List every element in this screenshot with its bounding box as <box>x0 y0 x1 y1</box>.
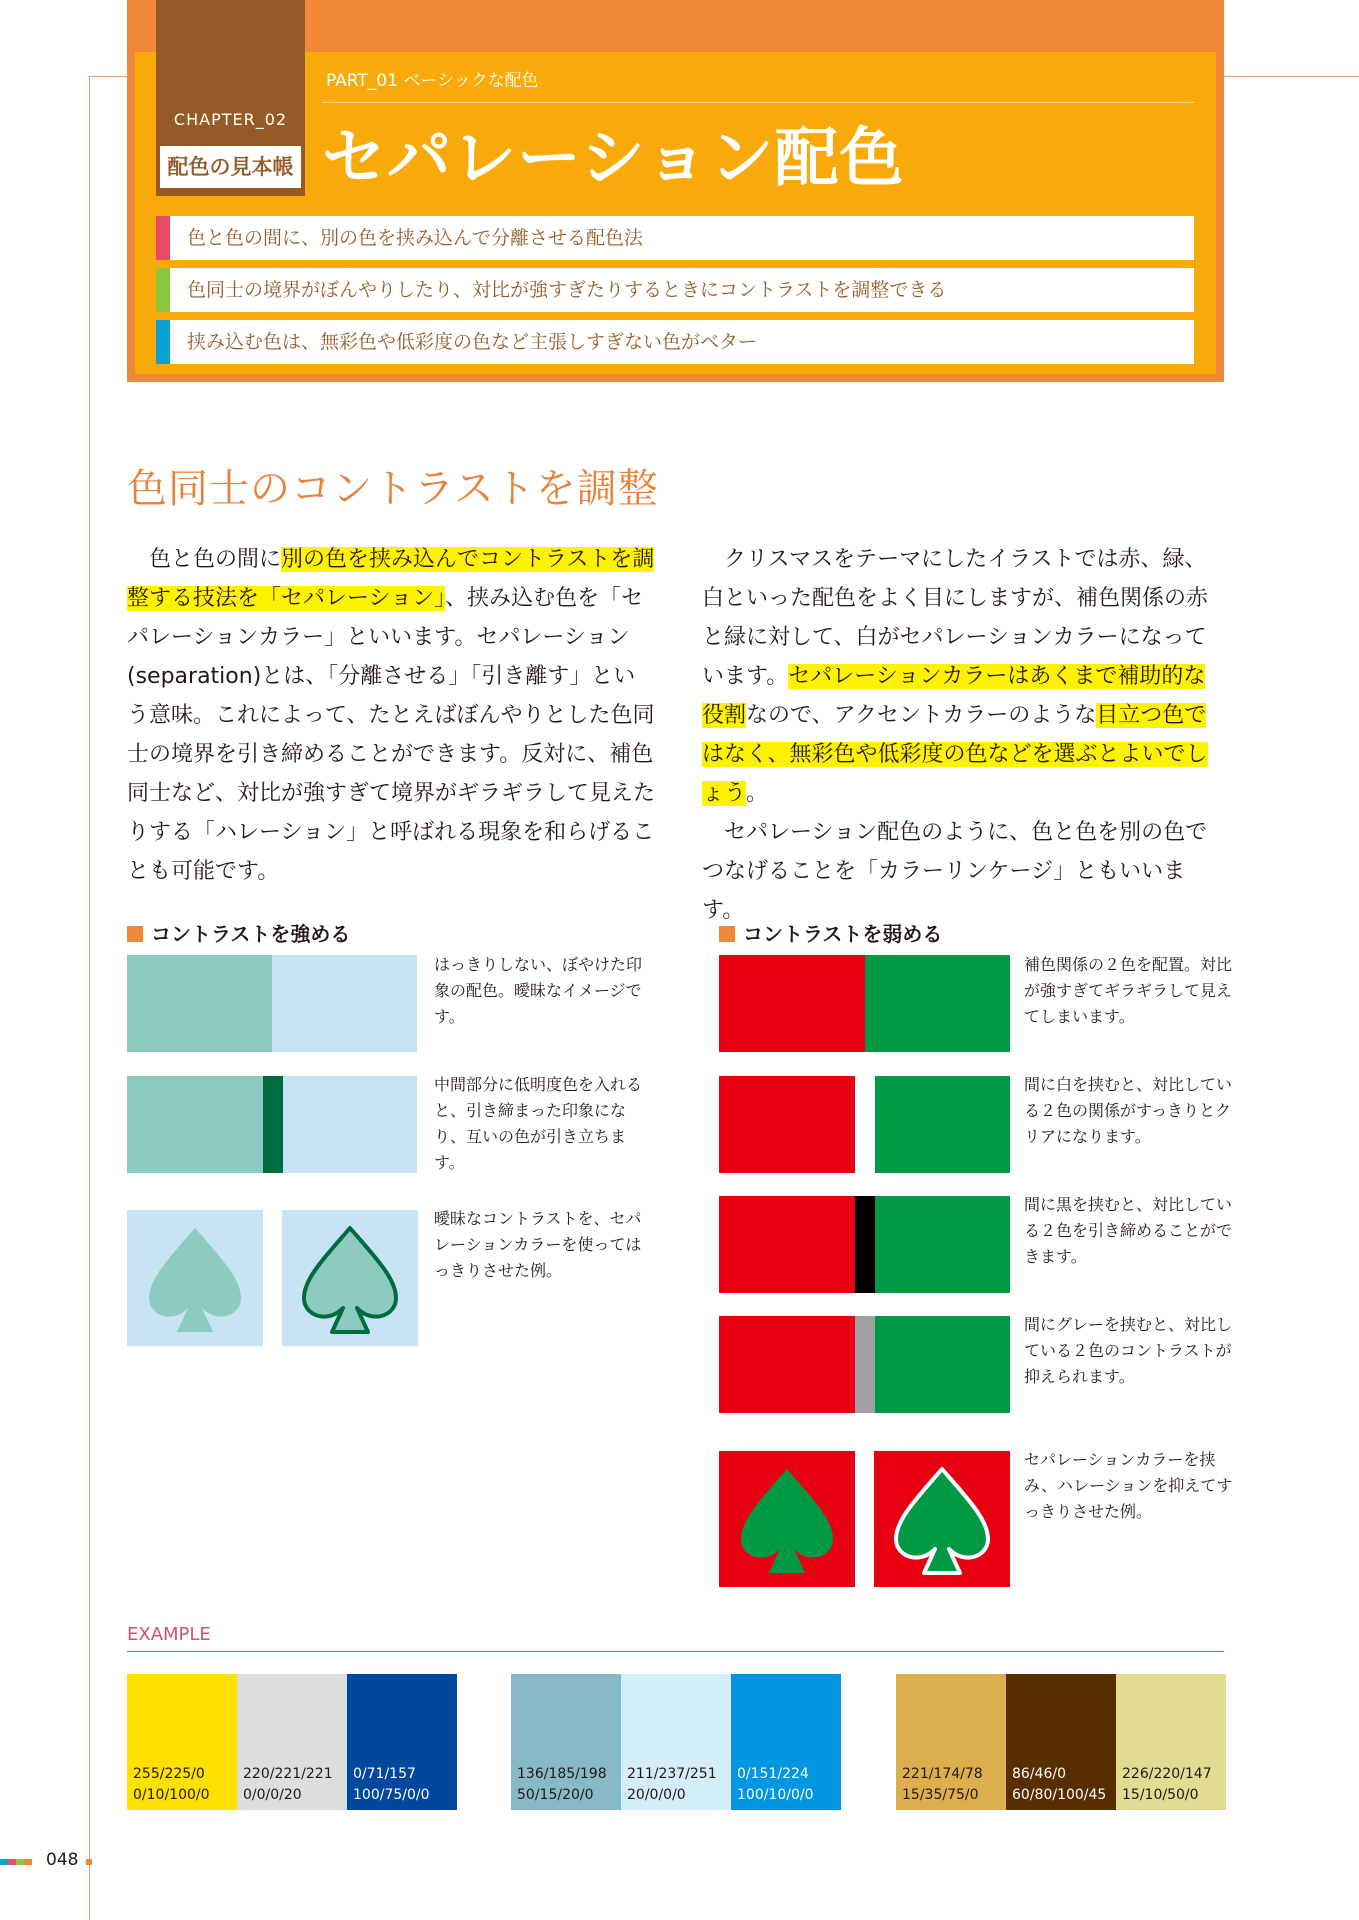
highlight-text: 別の色を挟み込んでコントラストを調整する技法を「セパレーション」 <box>127 547 655 611</box>
body-text-left <box>127 540 657 891</box>
palette-chip <box>347 1674 457 1810</box>
palette-chip <box>511 1674 621 1810</box>
caption: 間に白を挟むと、対比している２色の関係がすっきりとクリアになります。 <box>1024 1075 1233 1146</box>
point-text: 挟み込む色は、無彩色や低彩度の色など主張しすぎない色がベター <box>187 331 758 353</box>
separator-block <box>855 1076 875 1173</box>
caption: 曖昧なコントラストを、セパレーションカラーを使ってはっきりさせた例。 <box>434 1209 642 1280</box>
swatch-weak-4 <box>719 1316 1010 1413</box>
color-block <box>283 1076 417 1173</box>
frame-line-left <box>89 76 127 77</box>
caption: 中間部分に低明度色を入れると、引き締まった印象になり、互いの色が引き立ちます。 <box>434 1075 643 1172</box>
swatch-strong-2 <box>127 1076 417 1173</box>
rgb-value: 221/174/78 <box>902 1766 983 1782</box>
frame-line-vertical <box>89 76 90 1920</box>
color-block <box>127 1076 263 1173</box>
point-marker <box>156 320 170 364</box>
color-block <box>875 1316 1010 1413</box>
palette-2 <box>511 1674 841 1810</box>
palette-3 <box>896 1674 1226 1810</box>
caption: 間に黒を挟むと、対比している２色を引き締めることができます。 <box>1024 1195 1233 1266</box>
color-block <box>719 1316 855 1413</box>
rgb-value: 0/71/157 <box>353 1766 416 1782</box>
rgb-value: 86/46/0 <box>1012 1766 1066 1782</box>
color-block <box>865 955 1010 1052</box>
point-row-1 <box>156 216 1194 260</box>
rgb-value: 226/220/147 <box>1122 1766 1212 1782</box>
palette-chip <box>731 1674 841 1810</box>
cmyk-value: 20/0/0/0 <box>627 1787 686 1803</box>
text: クリスマスをテーマにしたイラストでは赤、緑、白といった配色をよく目にしますが、補色関係の赤と緑に対して、白がセパレーションカラーになっています。 <box>702 547 1209 689</box>
cmyk-value: 15/35/75/0 <box>902 1787 979 1803</box>
spade-outlined-red <box>874 1451 1010 1587</box>
rgb-value: 220/221/221 <box>243 1766 333 1782</box>
part-label: PART_01 ベーシックな配色 <box>326 71 539 91</box>
caption: 補色関係の２色を配置。対比が強すぎてギラギラして見えてしまいます。 <box>1024 955 1233 1026</box>
cmyk-value: 15/10/50/0 <box>1122 1787 1199 1803</box>
page-title: セパレーション配色 <box>322 122 905 196</box>
palette-chip <box>127 1674 237 1810</box>
color-block <box>719 1076 855 1173</box>
strip-block <box>16 1859 24 1865</box>
highlight-text: 目立つ色ではなく、無彩色や低彩度の色などを選ぶとよいでしょう <box>702 703 1208 806</box>
point-text: 色と色の間に、別の色を挟み込んで分離させる配色法 <box>187 227 644 249</box>
rgb-value: 211/237/251 <box>627 1766 717 1782</box>
separator-block <box>855 1196 875 1293</box>
palette-chip <box>896 1674 1006 1810</box>
spade-outlined-mint <box>282 1210 418 1346</box>
highlight-text: セパレーションカラーはあくまで補助的な役割 <box>702 664 1206 728</box>
text: 、挟み込む色を「セパレーションカラー」といいます。セパレーション(separation)とは、「分離させる」「引き離す」という意味。これによって、たとえばぼんやりとした色同士の境界を引き締めることができます。反対に、補色同士など、対比が強すぎて境界がギラギラして見えたりする「ハレーション」と呼ばれる現象を和らげることも可能です。 <box>127 586 656 884</box>
color-block <box>875 1076 1010 1173</box>
square-icon <box>719 926 735 942</box>
color-block <box>127 955 272 1052</box>
caption: 間にグレーを挟むと、対比している２色のコントラストが抑えられます。 <box>1024 1315 1233 1386</box>
text: 。 <box>746 781 769 806</box>
strip-block <box>86 1859 92 1865</box>
separator-block <box>855 1316 875 1413</box>
point-row-2 <box>156 268 1194 312</box>
strip-block <box>8 1859 16 1865</box>
figure-heading-strong <box>127 918 350 947</box>
heading-label: コントラストを弱める <box>743 922 943 946</box>
figure-heading-weak <box>719 918 942 947</box>
strip-block <box>0 1859 8 1865</box>
cmyk-value: 100/10/0/0 <box>737 1787 814 1803</box>
chapter-label: CHAPTER_02 <box>173 110 288 129</box>
cmyk-value: 0/0/0/20 <box>243 1787 302 1803</box>
point-marker <box>156 268 170 312</box>
rgb-value: 136/185/198 <box>517 1766 607 1782</box>
spade-plain-mint <box>127 1210 263 1346</box>
palette-chip <box>237 1674 347 1810</box>
point-marker <box>156 216 170 260</box>
frame-line-right <box>1224 76 1359 77</box>
caption: セパレーションカラーを挟み、ハレーションを抑えてすっきりさせた例。 <box>1024 1450 1233 1521</box>
palette-1 <box>127 1674 457 1810</box>
point-text: 色同士の境界がぼんやりしたり、対比が強すぎたりするときにコントラストを調整できる <box>187 279 947 301</box>
spade-plain-red <box>719 1451 855 1587</box>
cmyk-value: 50/15/20/0 <box>517 1787 594 1803</box>
square-icon <box>127 926 143 942</box>
text: 色と色の間に <box>149 547 282 572</box>
strip-block <box>24 1859 32 1865</box>
body-text-right <box>702 540 1226 930</box>
swatch-weak-2 <box>719 1076 1010 1173</box>
color-block <box>719 955 865 1052</box>
color-block <box>719 1196 855 1293</box>
cmyk-value: 100/75/0/0 <box>353 1787 430 1803</box>
example-rule <box>127 1651 1224 1652</box>
cmyk-value: 0/10/100/0 <box>133 1787 210 1803</box>
section-title: 色同士のコントラストを調整 <box>127 466 659 512</box>
color-block <box>272 955 417 1052</box>
separator-block <box>263 1076 283 1173</box>
page-number: 048 <box>46 1850 79 1870</box>
text: なので、アクセントカラーのような <box>746 703 1097 728</box>
palette-chip <box>1006 1674 1116 1810</box>
point-row-3 <box>156 320 1194 364</box>
palette-chip <box>621 1674 731 1810</box>
heading-label: コントラストを強める <box>151 922 351 946</box>
chapter-name: 配色の見本帳 <box>160 146 301 188</box>
header-rule <box>322 102 1194 103</box>
example-label: EXAMPLE <box>127 1624 211 1645</box>
cmyk-value: 60/80/100/45 <box>1012 1787 1107 1803</box>
palette-chip <box>1116 1674 1226 1810</box>
rgb-value: 255/225/0 <box>133 1766 205 1782</box>
swatch-weak-3 <box>719 1196 1010 1293</box>
paragraph: セパレーション配色のように、色と色を別の色でつなげることを「カラーリンケージ」ともいいます。 <box>702 820 1208 923</box>
caption: はっきりしない、ぼやけた印象の配色。曖昧なイメージです。 <box>434 955 643 1026</box>
swatch-strong-1 <box>127 955 417 1052</box>
rgb-value: 0/151/224 <box>737 1766 809 1782</box>
color-block <box>875 1196 1010 1293</box>
swatch-weak-1 <box>719 955 1010 1052</box>
